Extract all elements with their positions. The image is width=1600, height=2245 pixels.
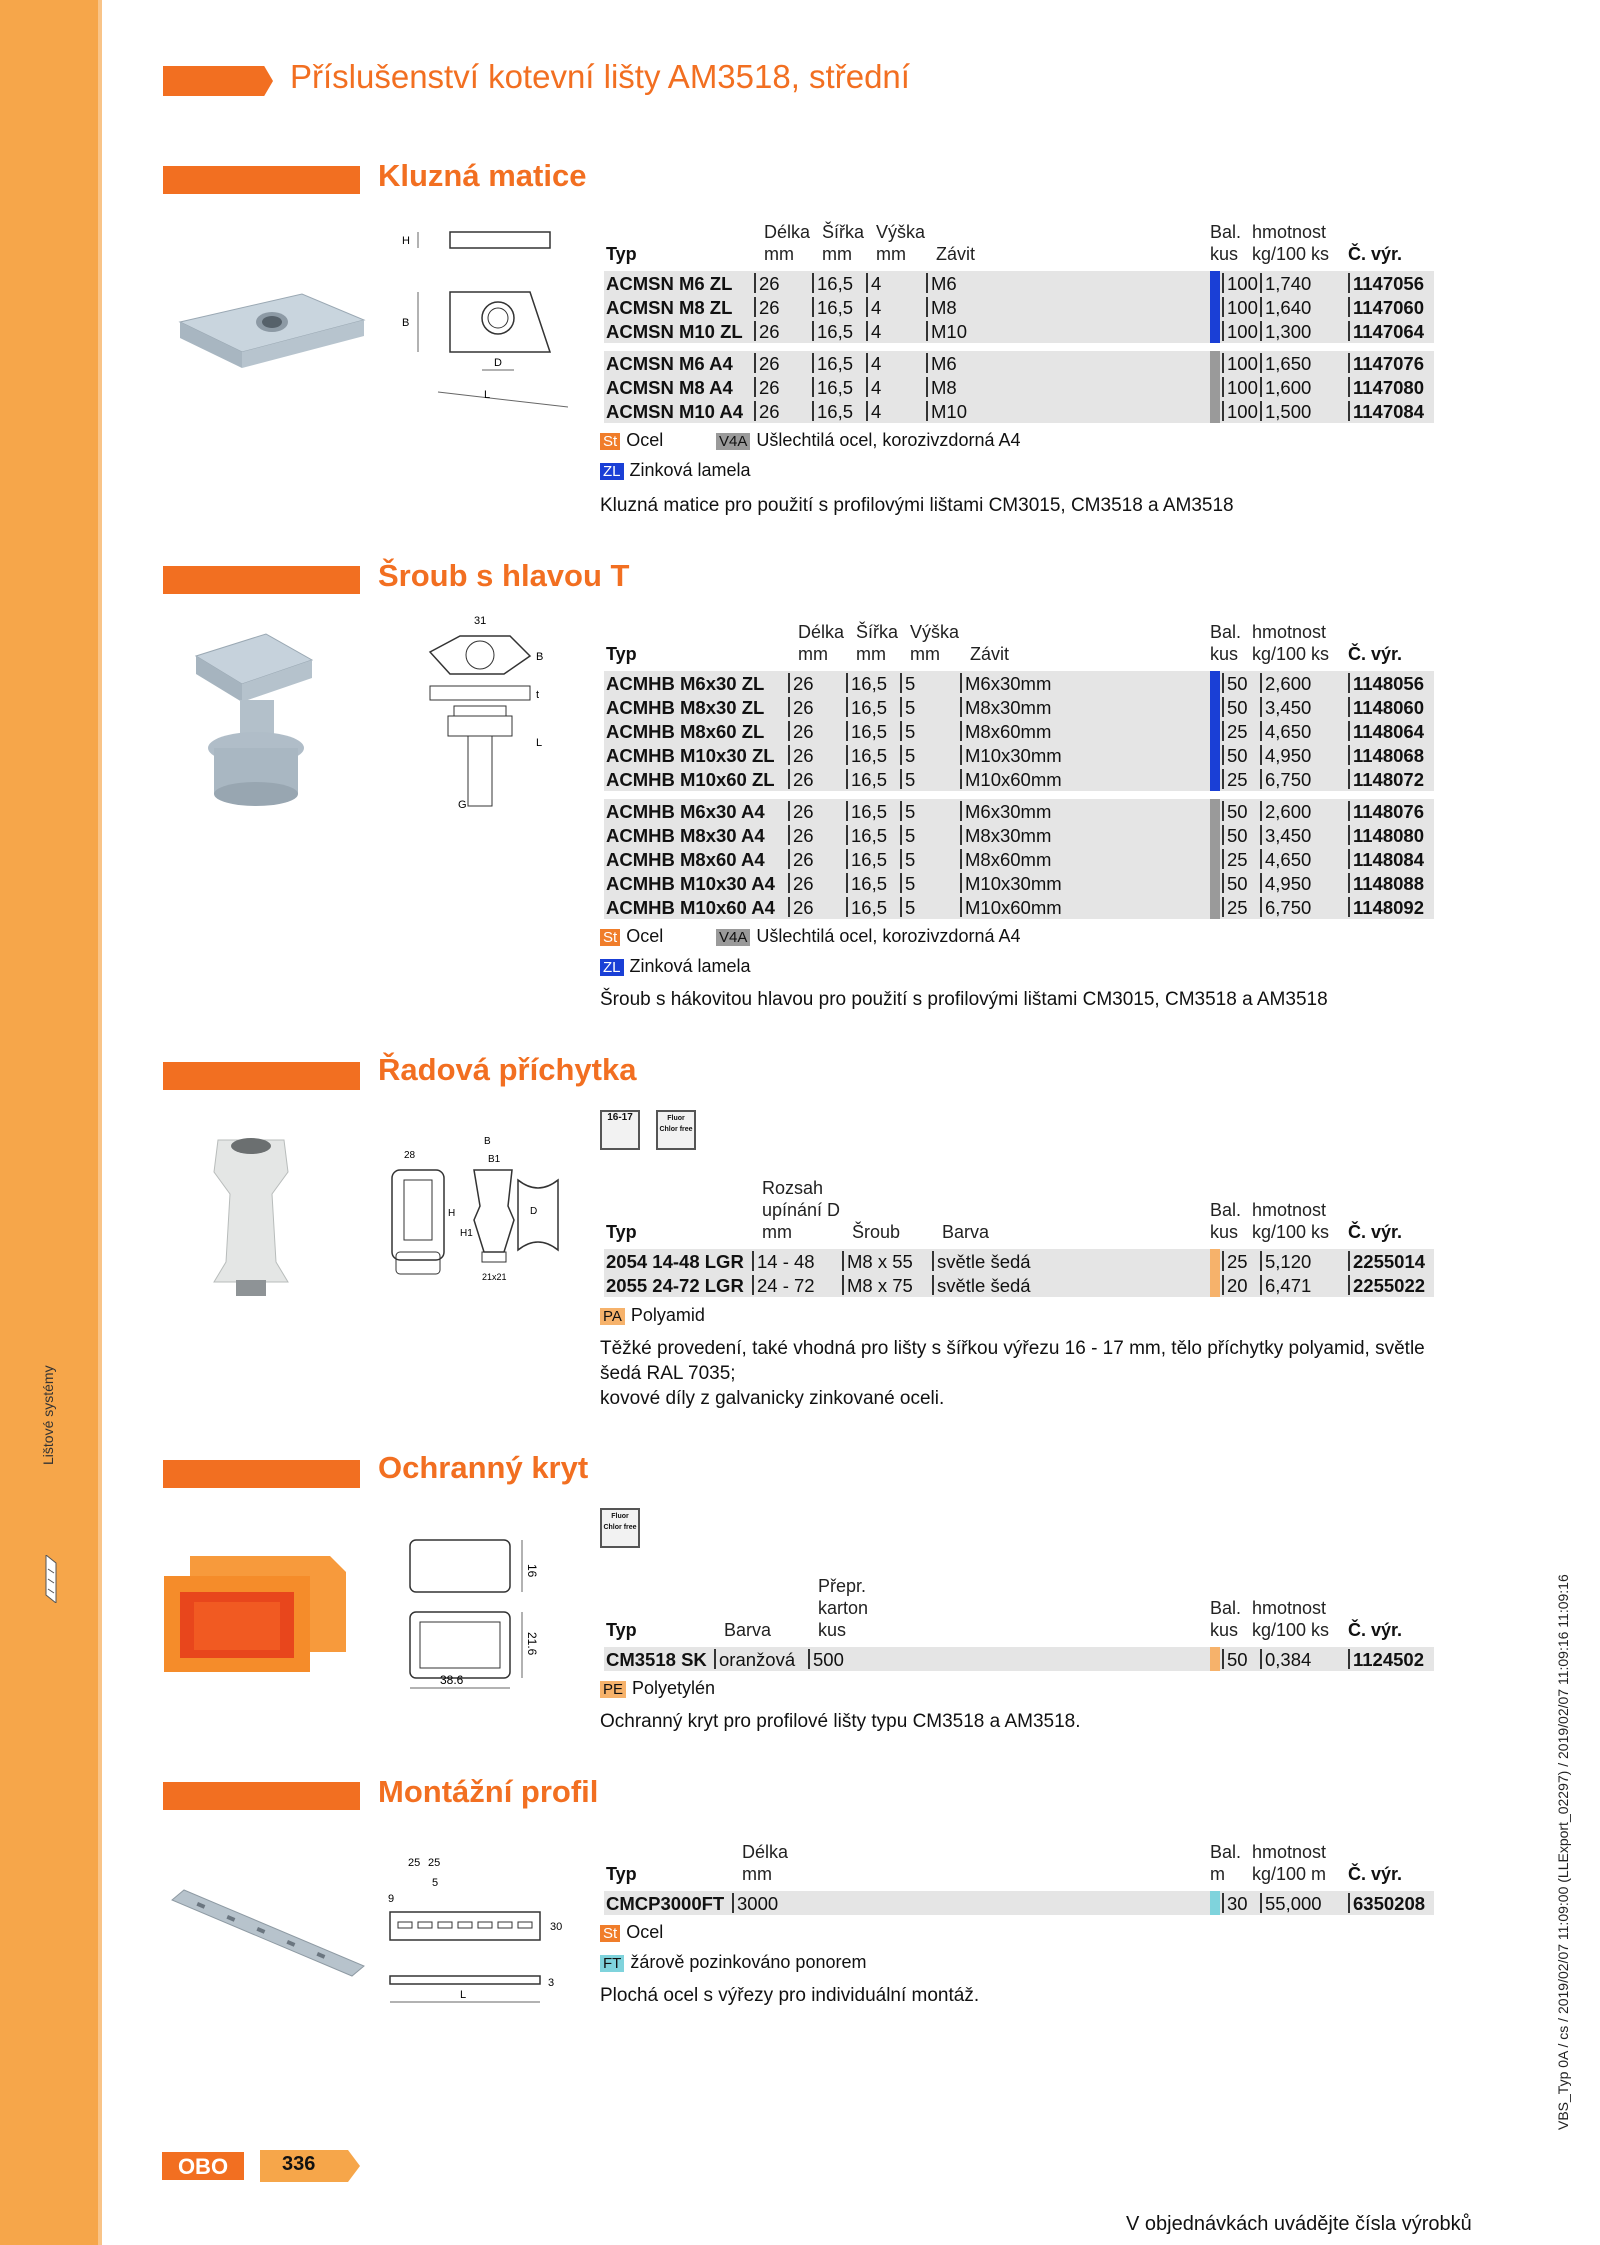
table-row [604, 847, 1434, 871]
table-body [604, 671, 1434, 919]
material-marker [1210, 375, 1220, 399]
section-title-sroub: Šroub s hlavou T [378, 558, 630, 593]
cell-cv: 2255022 [1348, 1275, 1425, 1295]
cell-bal: 20 [1222, 1275, 1248, 1295]
cell-a: 3000 [732, 1893, 778, 1913]
cell-a: 26 [788, 673, 814, 693]
cell-hm: 1,640 [1260, 297, 1311, 317]
material-marker [1210, 847, 1220, 871]
cell-typ: ACMSN M6 ZL [606, 273, 733, 294]
cell-typ: ACMHB M8x30 A4 [606, 825, 765, 846]
cell-a: oranžová [714, 1649, 795, 1669]
cell-a: 26 [754, 273, 780, 293]
svg-text:21x21: 21x21 [482, 1272, 507, 1282]
legend-st: St Ocel [600, 430, 663, 451]
cell-d: M6 [926, 353, 957, 373]
cell-bal: 50 [1222, 745, 1248, 765]
cell-b: 16,5 [812, 353, 853, 373]
cell-a: 26 [754, 321, 780, 341]
table-row [604, 1891, 1434, 1915]
table-row [604, 823, 1434, 847]
cell-bal: 100 [1222, 353, 1258, 373]
cell-typ: ACMSN M10 A4 [606, 401, 744, 422]
cell-cv: 1147056 [1348, 273, 1424, 293]
cell-b: 16,5 [846, 769, 887, 789]
cell-typ: ACMSN M10 ZL [606, 321, 743, 342]
cell-b: 16,5 [812, 377, 853, 397]
cell-c: 4 [866, 353, 881, 373]
cell-hm: 4,650 [1260, 849, 1311, 869]
cell-a: 14 - 48 [752, 1251, 815, 1271]
cell-d: M6 [926, 273, 957, 293]
description-montazni-profil: Plochá ocel s výřezy pro individuální montáž. [600, 1985, 980, 2006]
cell-b: 16,5 [846, 849, 887, 869]
row-clamp-drawing [388, 1136, 588, 1296]
cell-typ: ACMHB M8x60 ZL [606, 721, 765, 742]
table-row [604, 767, 1434, 791]
material-marker [1210, 823, 1220, 847]
section-bar [163, 1460, 360, 1488]
legend-v4a: V4A Ušlechtilá ocel, korozivzdorná A4 [716, 926, 1021, 947]
cell-d: M10x30mm [960, 745, 1062, 765]
cell-typ: ACMHB M10x60 ZL [606, 769, 775, 790]
cell-cv: 1148084 [1348, 849, 1424, 869]
svg-text:21.6: 21.6 [525, 1632, 539, 1656]
cell-bal: 50 [1222, 801, 1248, 821]
cell-b: 16,5 [846, 745, 887, 765]
cell-a: 24 - 72 [752, 1275, 815, 1295]
material-marker [1210, 295, 1220, 319]
cell-typ: ACMHB M8x60 A4 [606, 849, 765, 870]
material-marker [1210, 1249, 1220, 1273]
cell-hm: 6,750 [1260, 897, 1311, 917]
left-color-band [0, 0, 98, 2245]
slide-nut-photo [172, 272, 372, 382]
cell-c: 5 [900, 873, 915, 893]
section-bar [163, 566, 360, 594]
cell-b: 16,5 [846, 721, 887, 741]
description-sroub: Šroub s hákovitou hlavou pro použití s profilovými lištami CM3015, CM3518 a AM3518 [600, 989, 1328, 1010]
dim-label-l: L [484, 389, 491, 401]
legend-st: St Ocel [600, 926, 663, 947]
svg-text:25: 25 [408, 1857, 421, 1869]
legend-zl: ZL Zinková lamela [600, 956, 751, 977]
table-row [604, 351, 1434, 375]
cell-c: 5 [900, 849, 915, 869]
cell-b: 16,5 [846, 825, 887, 845]
cell-c: 5 [900, 721, 915, 741]
protective-cap-photo [160, 1536, 350, 1676]
table-kluzna-matice: Délka Šířka Výška Bal. hmotnost Typ mm mm mm Závit kus kg/100 ks Č. výr. ACMSN M6 ZL 26 16,5 4 M6 100 1,740 1147056 ACMSN M8 ZL 26 16,5 4 M8 100 1,640 1147060 ACMSN M10 ZL 26 16,5 4 M10 100 1,300 1147064 ACMSN M6 A4 26 16,5 4 M6 100 1,650 1147076 ACMSN M8 A4 26 16,5 4 M8 100 1,600 1147080 ACMSN M10 A4 26 16,5 4 M10 100 1,500 1147084 [604, 222, 1434, 423]
cell-cv: 1148088 [1348, 873, 1424, 893]
cell-hm: 3,450 [1260, 697, 1311, 717]
cell-hm: 1,740 [1260, 273, 1311, 293]
material-marker [1210, 895, 1220, 919]
cell-bal: 50 [1222, 697, 1248, 717]
table-row [604, 671, 1434, 695]
cell-d: M6x30mm [960, 673, 1051, 693]
cell-c: 4 [866, 273, 881, 293]
dim-label-b: B [402, 317, 410, 329]
svg-text:L: L [536, 737, 543, 749]
table-row [604, 399, 1434, 423]
cell-a: 26 [788, 745, 814, 765]
cell-b: 16,5 [812, 401, 853, 421]
rail-icon [44, 1555, 58, 1603]
description-ochranny-kryt: Ochranný kryt pro profilové lišty typu CM3518 a AM3518. [600, 1711, 1081, 1732]
svg-text:B: B [536, 651, 544, 663]
section-bar [163, 166, 360, 194]
material-marker [1210, 871, 1220, 895]
cell-hm: 4,950 [1260, 873, 1311, 893]
cell-bal: 100 [1222, 297, 1258, 317]
cell-cv: 1147084 [1348, 401, 1424, 421]
vertical-meta: VBS_Typ 0A / cs / 2019/02/07 11:09:00 (LLExport_02297) / 2019/02/07 11:09:16 11:09:16 [1555, 1574, 1571, 2130]
table-row [604, 319, 1434, 343]
material-marker [1210, 1891, 1220, 1915]
cell-c: 5 [900, 673, 915, 693]
cell-d: M8x60mm [960, 721, 1051, 741]
slide-nut-drawing [398, 222, 568, 422]
cell-c: 4 [866, 321, 881, 341]
legend-pa: PA Polyamid [600, 1305, 705, 1326]
cell-bal: 100 [1222, 273, 1258, 293]
cell-d: M8 [926, 297, 957, 317]
table-row [604, 271, 1434, 295]
mounting-profile-photo [168, 1880, 368, 1980]
section-title-montazni-profil: Montážní profil [378, 1774, 599, 1809]
section-bar [163, 1062, 360, 1090]
cell-b: 16,5 [846, 873, 887, 893]
cell-cv: 1147076 [1348, 353, 1424, 373]
table-row [604, 295, 1434, 319]
fluor-chlor-free-icon: Fluor Chlor free [656, 1110, 696, 1150]
cell-d: M10x60mm [960, 897, 1062, 917]
svg-text:L: L [460, 1989, 467, 2001]
cell-bal: 30 [1222, 1893, 1248, 1913]
obo-logo [162, 2152, 244, 2180]
material-marker [1210, 1273, 1220, 1297]
material-marker [1210, 695, 1220, 719]
dim-label-h: H [402, 235, 410, 247]
cell-c: 5 [900, 697, 915, 717]
cell-typ: CM3518 SK [606, 1649, 707, 1670]
material-marker [1210, 743, 1220, 767]
cell-b: M8 x 55 [842, 1251, 913, 1271]
cell-c: 4 [866, 377, 881, 397]
cell-c: 4 [866, 401, 881, 421]
svg-text:5: 5 [432, 1877, 439, 1889]
svg-text:3: 3 [548, 1977, 555, 1989]
legend-st: St Ocel [600, 1922, 663, 1943]
cell-d: M8 [926, 377, 957, 397]
material-marker [1210, 1647, 1220, 1671]
material-marker [1210, 351, 1220, 375]
cell-hm: 1,300 [1260, 321, 1311, 341]
cell-d: M8x30mm [960, 697, 1051, 717]
section-bar [163, 1782, 360, 1810]
description-kluzna-matice: Kluzná matice pro použití s profilovými lištami CM3015, CM3518 a AM3518 [600, 495, 1234, 516]
table-radova-prichytka: Rozsah upínání D Bal. hmotnost Typ mm Šroub Barva kus kg/100 ks Č. výr. 2054 14-48 LGR 14 - 48 M8 x 55 světle šedá 25 5,120 2255014 2055 24-72 LGR 24 - 72 M8 x 75 světle šedá 20 6,471 2255022 [604, 1178, 1434, 1297]
cell-b: 16,5 [812, 297, 853, 317]
description-radova-prichytka: Těžké provedení, také vhodná pro lišty s šířkou výřezu 16 - 17 mm, tělo příchytky polyamid, světle šedá RAL 7035; kovové díly z galvanicky zinkované oceli. [600, 1338, 1425, 1409]
cell-c: 5 [900, 897, 915, 917]
table-ochranny-kryt: Přepr. karton Bal. hmotnost Typ Barva kus kus kg/100 ks Č. výr. CM3518 SK oranžová 500 50 0,384 1124502 [604, 1576, 1434, 1671]
svg-text:28: 28 [404, 1150, 416, 1161]
cell-b: 16,5 [812, 321, 853, 341]
cell-c: 5 [900, 801, 915, 821]
cell-d: M10x30mm [960, 873, 1062, 893]
t-bolt-drawing [420, 612, 560, 822]
cell-bal: 50 [1222, 825, 1248, 845]
table-sroub: Délka Šířka Výška Bal. hmotnost Typ mm mm mm Závit kus kg/100 ks Č. výr. ACMHB M6x30 ZL 26 16,5 5 M6x30mm 50 2,600 1148056 ACMHB M8x30 ZL 26 16,5 5 M8x30mm 50 3,450 1148060 ACMHB M8x60 ZL 26 16,5 5 M8x60mm 25 4,650 1148064 ACMHB M10x30 ZL 26 16,5 5 M10x30mm 50 4,950 1148068 ACMHB M10x60 ZL 26 16,5 5 M10x60mm 25 6,750 1148072 ACMHB M6x30 A4 26 16,5 5 M6x30mm 50 2,600 1148076 ACMHB M8x30 A4 26 16,5 5 M8x30mm 50 3,450 1148080 ACMHB M8x60 A4 26 16,5 5 M8x60mm 25 4,650 1148084 ACMHB M10x30 A4 26 16,5 5 M10x30mm 50 4,950 1148088 ACMHB M10x60 A4 26 16,5 5 M10x60mm 25 6,750 1148092 [604, 622, 1434, 919]
svg-text:H1: H1 [460, 1228, 473, 1239]
cell-bal: 100 [1222, 321, 1258, 341]
cell-bal: 100 [1222, 401, 1258, 421]
cell-bal: 25 [1222, 721, 1248, 741]
svg-text:38.6: 38.6 [440, 1673, 464, 1687]
table-row [604, 1249, 1434, 1273]
cell-cv: 1148092 [1348, 897, 1424, 917]
svg-text:9: 9 [388, 1893, 395, 1905]
cell-d: M10 [926, 401, 967, 421]
cell-a: 26 [788, 769, 814, 789]
legend-pe: PE Polyetylén [600, 1678, 715, 1699]
page-title: Příslušenství kotevní lišty AM3518, střední [290, 58, 910, 95]
cell-b: 500 [808, 1649, 844, 1669]
cell-cv: 1147060 [1348, 297, 1424, 317]
cell-c: 5 [900, 745, 915, 765]
cell-typ: ACMHB M8x30 ZL [606, 697, 765, 718]
svg-text:30: 30 [550, 1921, 563, 1933]
cell-c: světle šedá [932, 1251, 1031, 1271]
protective-cap-drawing [400, 1536, 560, 1706]
cell-hm: 55,000 [1260, 1893, 1322, 1913]
cell-bal: 25 [1222, 849, 1248, 869]
cell-a: 26 [754, 401, 780, 421]
cell-c: 5 [900, 825, 915, 845]
cell-d: M10x60mm [960, 769, 1062, 789]
svg-text:G: G [458, 799, 467, 811]
material-marker [1210, 671, 1220, 695]
cell-a: 26 [754, 377, 780, 397]
cell-typ: ACMHB M6x30 ZL [606, 673, 765, 694]
cell-a: 26 [788, 897, 814, 917]
cell-typ: ACMHB M10x30 A4 [606, 873, 775, 894]
page-number: 336 [282, 2153, 316, 2175]
cell-b: 16,5 [846, 673, 887, 693]
table-body [604, 1891, 1434, 1915]
cell-c: 5 [900, 769, 915, 789]
cell-typ: ACMHB M6x30 A4 [606, 801, 765, 822]
cell-typ: CMCP3000FT [606, 1893, 725, 1914]
material-marker [1210, 271, 1220, 295]
cell-bal: 25 [1222, 769, 1248, 789]
svg-text:31: 31 [474, 615, 487, 627]
cell-typ: ACMSN M8 ZL [606, 297, 733, 318]
cell-a: 26 [788, 849, 814, 869]
sidebar-label: Lištové systémy [40, 1365, 56, 1465]
cell-cv: 1148080 [1348, 825, 1424, 845]
material-marker [1210, 719, 1220, 743]
row-clamp-photo [196, 1132, 306, 1302]
cell-hm: 5,120 [1260, 1251, 1311, 1271]
cell-typ: ACMSN M6 A4 [606, 353, 733, 374]
cell-cv: 1148072 [1348, 769, 1424, 789]
cell-b: 16,5 [846, 697, 887, 717]
cell-typ: ACMSN M8 A4 [606, 377, 733, 398]
cell-cv: 1148060 [1348, 697, 1424, 717]
cell-cv: 2255014 [1348, 1251, 1425, 1271]
cell-hm: 0,384 [1260, 1649, 1311, 1669]
cell-cv: 1148064 [1348, 721, 1424, 741]
cell-cv: 1148068 [1348, 745, 1424, 765]
dim-label-d: D [494, 357, 502, 369]
left-color-band-edge [98, 0, 102, 2245]
section-title-kluzna-matice: Kluzná matice [378, 158, 587, 193]
cell-hm: 4,650 [1260, 721, 1311, 741]
cell-cv: 1148076 [1348, 801, 1424, 821]
cell-cv: 6350208 [1348, 1893, 1425, 1913]
cell-a: 26 [754, 297, 780, 317]
cell-d: M10 [926, 321, 967, 341]
svg-text:25: 25 [428, 1857, 441, 1869]
cell-d: M6x30mm [960, 801, 1051, 821]
svg-text:B: B [484, 1136, 491, 1147]
cell-c: 4 [866, 297, 881, 317]
cell-hm: 6,471 [1260, 1275, 1311, 1295]
legend-v4a: V4A Ušlechtilá ocel, korozivzdorná A4 [716, 430, 1021, 451]
cell-hm: 2,600 [1260, 801, 1311, 821]
cell-bal: 50 [1222, 1649, 1248, 1669]
table-row [604, 871, 1434, 895]
cell-typ: ACMHB M10x60 A4 [606, 897, 775, 918]
cell-c: světle šedá [932, 1275, 1031, 1295]
cell-bal: 25 [1222, 1251, 1248, 1271]
cell-typ: ACMHB M10x30 ZL [606, 745, 775, 766]
cell-b: M8 x 75 [842, 1275, 913, 1295]
table-montazni-profil: Délka Bal. hmotnost Typ mm m kg/100 m Č. výr. CMCP3000FT 3000 30 55,000 6350208 [604, 1842, 1434, 1915]
table-body [604, 1647, 1434, 1671]
table-row [604, 799, 1434, 823]
cell-hm: 2,600 [1260, 673, 1311, 693]
cell-b: 16,5 [846, 897, 887, 917]
cell-a: 26 [788, 825, 814, 845]
legend-ft: FT žárově pozinkováno ponorem [600, 1952, 866, 1973]
cell-a: 26 [788, 801, 814, 821]
cell-d: M8x60mm [960, 849, 1051, 869]
table-body [604, 1249, 1434, 1297]
cell-bal: 25 [1222, 897, 1248, 917]
svg-text:16: 16 [525, 1564, 539, 1578]
cell-hm: 1,500 [1260, 401, 1311, 421]
svg-text:t: t [536, 689, 540, 701]
cell-d: M8x30mm [960, 825, 1051, 845]
svg-text:OBO: OBO [177, 2154, 229, 2179]
svg-text:H: H [448, 1208, 456, 1219]
table-row [604, 895, 1434, 919]
material-marker [1210, 399, 1220, 423]
cell-bal: 100 [1222, 377, 1258, 397]
table-body [604, 271, 1434, 423]
cell-cv: 1148056 [1348, 673, 1424, 693]
cell-cv: 1124502 [1348, 1649, 1424, 1669]
cell-bal: 50 [1222, 673, 1248, 693]
svg-text:B1: B1 [488, 1154, 501, 1165]
material-marker [1210, 767, 1220, 791]
table-row [604, 1647, 1434, 1671]
slot-width-icon: 16-17 [600, 1110, 640, 1150]
cell-cv: 1147064 [1348, 321, 1424, 341]
cell-hm: 1,600 [1260, 377, 1311, 397]
material-marker [1210, 799, 1220, 823]
fluor-chlor-free-icon: Fluor Chlor free [600, 1508, 640, 1548]
table-row [604, 375, 1434, 399]
table-row [604, 1273, 1434, 1297]
cell-hm: 4,950 [1260, 745, 1311, 765]
cell-typ: 2054 14-48 LGR [606, 1251, 744, 1272]
cell-typ: 2055 24-72 LGR [606, 1275, 744, 1296]
cell-hm: 6,750 [1260, 769, 1311, 789]
table-row [604, 743, 1434, 767]
material-marker [1210, 319, 1220, 343]
cell-a: 26 [788, 873, 814, 893]
cell-hm: 1,650 [1260, 353, 1311, 373]
mounting-profile-drawing [380, 1852, 570, 2022]
table-row [604, 719, 1434, 743]
cell-hm: 3,450 [1260, 825, 1311, 845]
t-bolt-photo [186, 626, 326, 816]
cell-bal: 50 [1222, 873, 1248, 893]
section-title-ochranny-kryt: Ochranný kryt [378, 1450, 589, 1485]
section-title-radova-prichytka: Řadová příchytka [378, 1052, 637, 1087]
cell-b: 16,5 [812, 273, 853, 293]
cell-a: 26 [754, 353, 780, 373]
cell-a: 26 [788, 697, 814, 717]
table-row [604, 695, 1434, 719]
footer-note: V objednávkách uvádějte čísla výrobků [1126, 2213, 1472, 2235]
svg-text:D: D [530, 1206, 538, 1217]
cell-a: 26 [788, 721, 814, 741]
cell-b: 16,5 [846, 801, 887, 821]
legend-zl: ZL Zinková lamela [600, 460, 751, 481]
cell-cv: 1147080 [1348, 377, 1424, 397]
header-accent-bar [163, 66, 273, 96]
